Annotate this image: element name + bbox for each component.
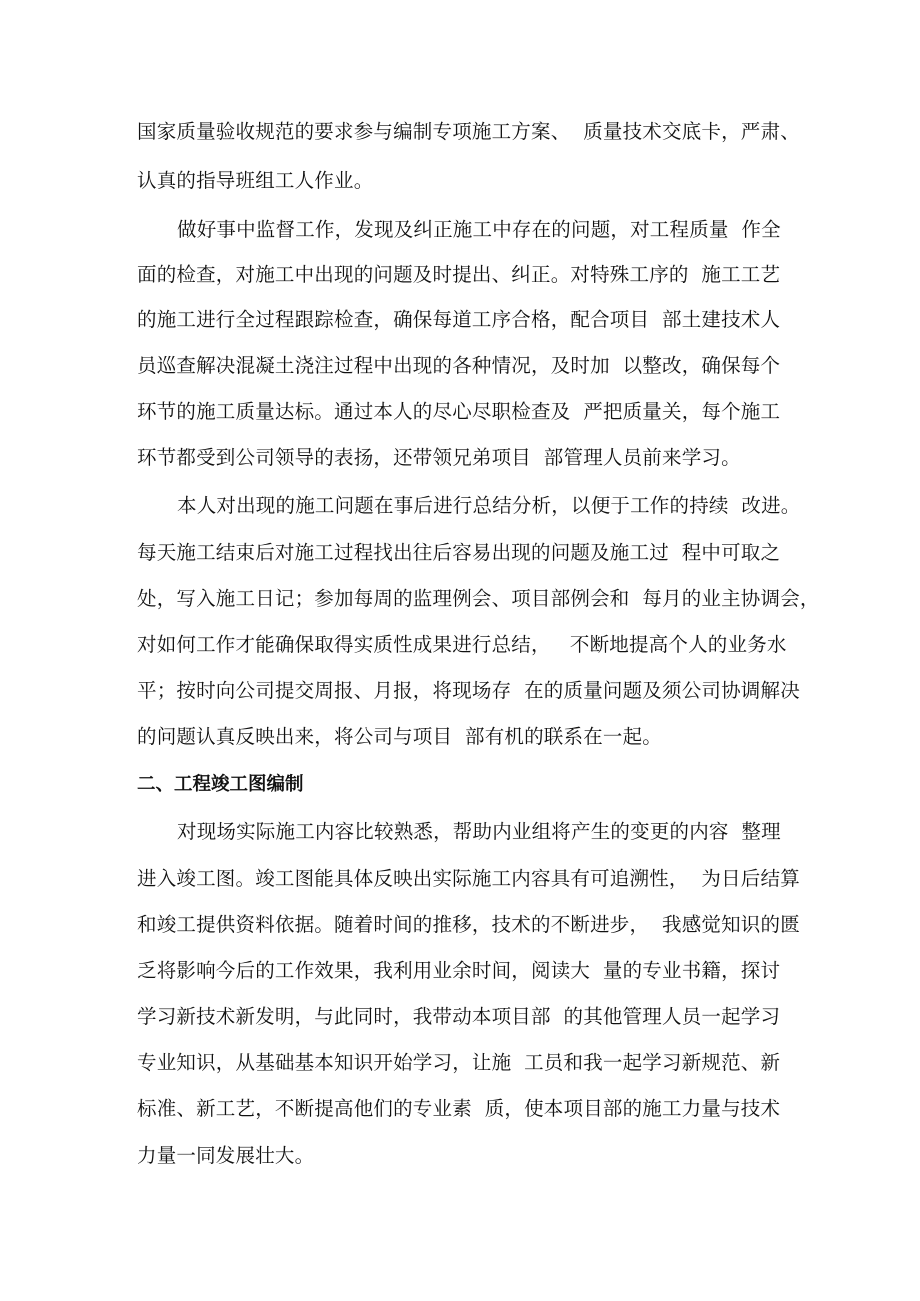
paragraph-4-line-3: 和竣工提供资料依据。随着时间的推移，技术的不断进步， 我感觉知识的匮 bbox=[137, 913, 800, 936]
paragraph-3-line-6: 的问题认真反映出来，将公司与项目 部有机的联系在一起。 bbox=[137, 725, 662, 748]
paragraph-1-line-1: 国家质量验收规范的要求参与编制专项施工方案、 质量技术交底卡，严肃、 bbox=[137, 120, 800, 143]
paragraph-4-line-8: 力量一同发展壮大。 bbox=[137, 1144, 315, 1167]
paragraph-2-line-4: 员巡查解决混凝土浇注过程中出现的各种情况，及时加 以整改，确保每个 bbox=[137, 354, 781, 377]
paragraph-4-line-2: 进入竣工图。竣工图能具体反映出实际施工内容具有可追溯性， 为日后结算 bbox=[137, 867, 800, 890]
paragraph-3-line-2: 每天施工结束后对施工过程找出往后容易出现的问题及施工过 程中可取之 bbox=[137, 541, 781, 564]
paragraph-3-line-4: 对如何工作才能确保取得实质性成果进行总结， 不断地提高个人的业务水 bbox=[137, 633, 787, 656]
paragraph-2-line-1: 做好事中监督工作，发现及纠正施工中存在的问题，对工程质量 作全 bbox=[177, 218, 781, 241]
paragraph-4-line-7: 标准、新工艺，不断提高他们的专业素 质，使本项目部的施工力量与技术 bbox=[137, 1097, 781, 1120]
paragraph-3-line-1: 本人对出现的施工问题在事后进行总结分析，以便于工作的持续 改进。 bbox=[177, 494, 801, 517]
paragraph-2-line-3: 的施工进行全过程跟踪检查，确保每道工序合格，配合项目 部土建技术人 bbox=[137, 308, 781, 331]
paragraph-3-line-3: 处，写入施工日记；参加每周的监理例会、项目部例会和 每月的业主协调会， bbox=[137, 587, 820, 610]
paragraph-3-line-5: 平；按时向公司提交周报、月报，将现场存 在的质量问题及须公司协调解决 bbox=[137, 679, 800, 702]
paragraph-4-line-1: 对现场实际施工内容比较熟悉，帮助内业组将产生的变更的内容 整理 bbox=[177, 820, 781, 843]
paragraph-4-line-5: 学习新技术新发明，与此同时，我带动本项目部 的其他管理人员一起学习 bbox=[137, 1005, 781, 1028]
paragraph-2-line-5: 环节的施工质量达标。通过本人的尽心尽职检查及 严把质量关，每个施工 bbox=[137, 400, 781, 423]
section-heading: 二、工程竣工图编制 bbox=[137, 774, 304, 795]
paragraph-4-line-4: 乏将影响今后的工作效果，我利用业余时间，阅读大 量的专业书籍，探讨 bbox=[137, 959, 781, 982]
paragraph-1-line-2: 认真的指导班组工人作业。 bbox=[137, 169, 374, 192]
paragraph-4-line-6: 专业知识，从基础基本知识开始学习，让施 工员和我一起学习新规范、新 bbox=[137, 1051, 781, 1074]
paragraph-2-line-6: 环节都受到公司领导的表扬，还带领兄弟项目 部管理人员前来学习。 bbox=[137, 446, 741, 469]
paragraph-2-line-2: 面的检查，对施工中出现的问题及时提出、纠正。对特殊工序的 施工工艺 bbox=[137, 263, 781, 286]
